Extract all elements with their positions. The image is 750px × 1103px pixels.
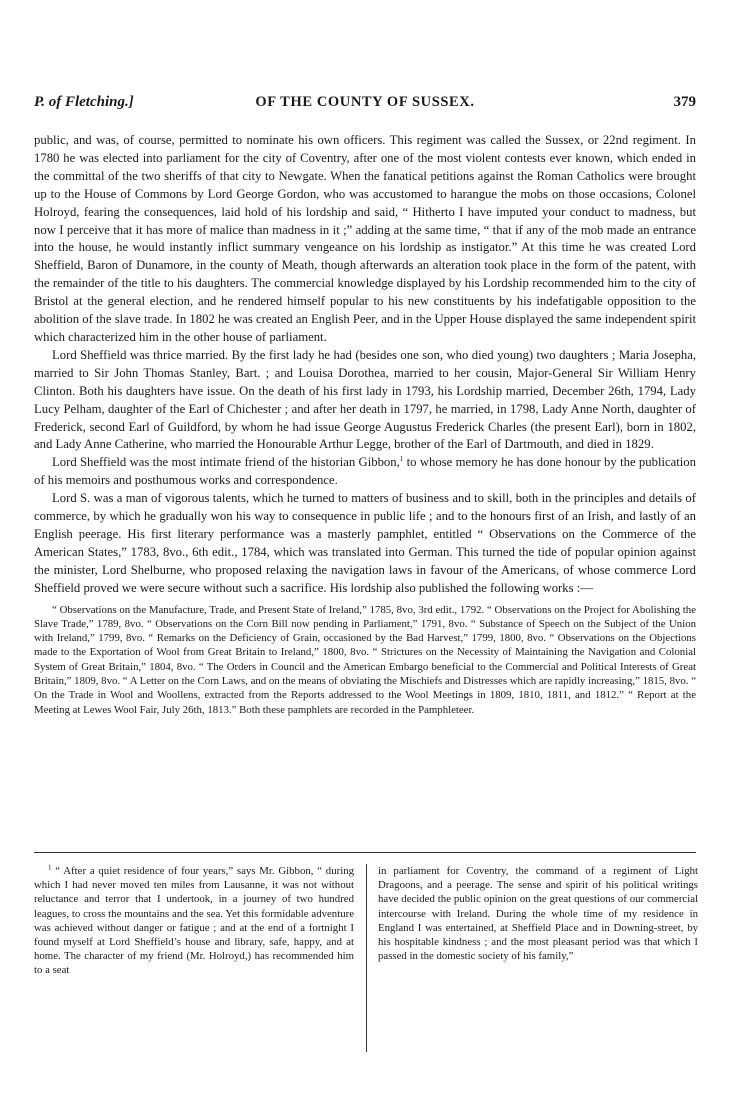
paragraph-text: Lord Sheffield was the most intimate friend of the historian Gibbon, (52, 455, 400, 470)
main-text (34, 132, 696, 717)
page-number: 379 (673, 94, 696, 110)
footnote-text: “ After a quiet residence of four years,” says Mr. Gibbon, “ during which I had never moved ten miles from Lausanne, it was not without reluctance and terror that I undertook, in a journey of two hundred leagues, to cross the mountains and the sea. Yet this formidable adventure was achieved without danger or fatigue ; and at the end of a fortnight I found myself at Lord Sheffield’s house and library, safe, happy, and at home. The character of my friend (Mr. Holroyd,) has recommended him to a seat (34, 865, 354, 977)
paragraph (34, 454, 696, 490)
paragraph: Lord S. was a man of vigorous talents, which he turned to matters of business and to skill, both in the principles and details of commerce, by which he gradually won his way to consequence in public life ; and to the honours first of an Irish, and lastly of an English peerage. His first literary performance was a masterly pamphlet, entitled “ Observations on the Commerce of the American States,” 1783, 8vo., 6th edit., 1784, which was translated into German. This turned the tide of popular opinion against the minister, Lord Shelburne, who proposed relaxing the navigation laws in favour of the Americans, of whose commerce Lord Sheffield proved we were secure without such a sacrifice. His lordship also published the following works :— (34, 491, 696, 595)
works-list: “ Observations on the Manufacture, Trade, and Present State of Ireland,” 1785, 8vo, 3rd edit., 1792. “ Observations on the Project for Abolishing the Slave Trade,” 1789, 8vo. “ Observations on the Corn Bill now pending in Parliament,” 1791, 8vo. “ Substance of Speech on the Subject of the Union with Ireland,” 1799, 8vo. “ Remarks on the Deficiency of Grain, occasioned by the Bad Harvest,” 1799, 1800, 8vo. “ Observations on the Objections made to the Exportation of Wool from Great Britain to Ireland,” 1800, 8vo. “ Strictures on the Necessity of Maintaining the Navigation and Colonial System of Great Britain,” 1804, 8vo. “ The Orders in Council and the American Embargo beneficial to the Commercial and Political Interests of Great Britain,” 1809, 8vo. “ A Letter on the Corn Laws, and on the means of obviating the Mischiefs and Distresses which are rapidly increasing,” 1815, 8vo. “ On the Trade in Wool and Woollens, extracted from the Reports addressed to the Wool Meetings in 1809, 1810, 1811, and 1812.” “ Report at the Meeting at Lewes Wool Fair, July 26th, 1813.” Both these pamphlets are recorded in the Pamphleteer. (34, 603, 696, 716)
footnote-marker: 1 (48, 863, 52, 872)
header-left-title: P. of Fletching.] (34, 94, 134, 110)
paragraph-text: to whose memory he has done honour by the publication of his memoirs and posthumous works and correspondence. (34, 455, 696, 488)
footnote-right-column: in parliament for Coventry, the command of a regiment of Light Dragoons, and a peerage. The sense and spirit of his political writings have decided the public opinion on the great questions of our commercial intercourse with Ireland. During the whole time of my residence in England I was entertained, at Sheffield Place and in Downing-street, by his hospitable kindness ; and the most pleasant period was that which I passed in the domestic society of his family,” (378, 865, 698, 963)
paragraph: Lord Sheffield was thrice married. By the first lady he had (besides one son, who died young) two daughters ; Maria Josepha, married to Sir John Thomas Stanley, Bart. ; and Louisa Dorothea, married to her cousin, Major-General Sir William Henry Clinton. Both his daughters have issue. On the death of his first lady in 1793, his Lordship married, December 26th, 1794, Lady Lucy Pelham, daughter of the Earl of Chichester ; and after her death in 1797, he married, in 1798, Lady Anne North, daughter of Frederick, second Earl of Guildford, by whom he had issue George Augustus Frederick Charles (the present Earl), born in 1802, and Lady Anne Catherine, who married the Honourable Arthur Legge, brother of the Earl of Dartmouth, and died in 1829. (34, 347, 696, 452)
running-header (34, 94, 696, 116)
footnote-left-column (34, 864, 354, 978)
footnote-reference: 1 (399, 455, 404, 464)
header-center-title: OF THE COUNTY OF SUSSEX. (255, 94, 475, 110)
footnote-rule (34, 852, 696, 853)
column-divider (366, 864, 367, 1052)
paragraph: public, and was, of course, permitted to nominate his own officers. This regiment was called the Sussex, or 22nd regiment. In 1780 he was elected into parliament for the city of Coventry, after one of the most violent contests ever known, which ended in the committal of the two sheriffs of that city to Newgate. When the fanatical petitions against the Roman Catholics were brought up to the House of Commons by Lord George Gordon, who was accustomed to harangue the mobs on those occasions, Colonel Holroyd, fearing the consequences, laid hold of his lordship and said, “ Hitherto I have imputed your conduct to madness, but now I perceive that it has more of malice than madness in it ;” adding at the same time, “ that if any of the mob made an entrance into the house, he would instantly inflict summary vengeance on his lordship as instigator.” At this time he was created Lord Sheffield, Baron of Dunamore, in the county of Meath, though afterwards an alteration took place in the form of the patent, with the remainder of the title to his daughters. The commercial knowledge displayed by his Lordship recommended him to the city of Bristol at the general election, and he rendered himself popular to his new constituents by his indefatigable opposition to the abolition of the slave trade. In 1802 he was created an English Peer, and in the Upper House displayed the same independent spirit which characterized him in the other house of parliament. (34, 133, 696, 344)
